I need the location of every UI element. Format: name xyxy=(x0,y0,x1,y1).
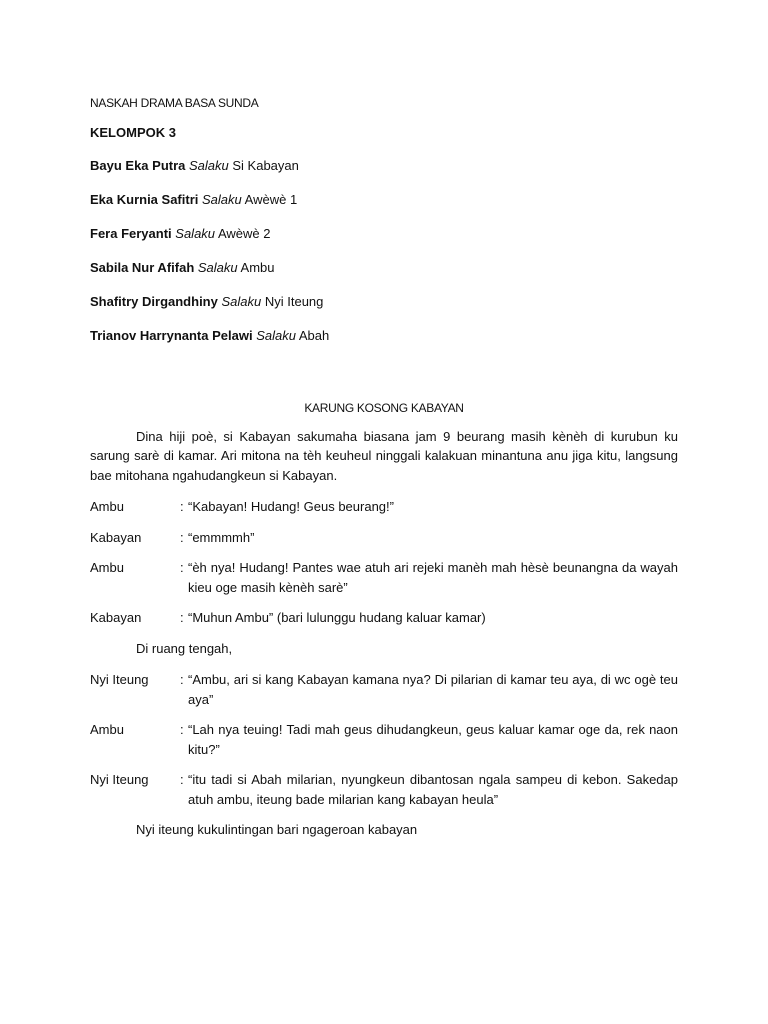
dialog-text: “emmmmh” xyxy=(188,529,255,545)
dialog-colon: : xyxy=(180,529,184,545)
dialog-colon: : xyxy=(180,610,184,625)
actor-name: Shafitry Dirgandhiny xyxy=(90,293,218,309)
speaker-name: Nyi Iteung xyxy=(90,672,149,687)
cast-line xyxy=(90,155,678,177)
role-name: Abah xyxy=(298,327,330,343)
dialog-text: “itu tadi si Abah milarian, nyungkeun dibantosan ngala sampeu di kebon. Sakedap atuh ambu, iteung bade milarian kang kabayan heula” xyxy=(188,772,678,807)
role-name: Awèwè 2 xyxy=(217,225,271,241)
role-name: Nyi Iteung xyxy=(264,293,324,309)
role-name: Si Kabayan xyxy=(232,157,299,173)
speaker-name: Kabayan xyxy=(90,529,142,545)
actor-name: Eka Kurnia Safitri xyxy=(90,191,199,207)
dialog-text: “Lah nya teuing! Tadi mah geus dihudangkeun, geus kaluar kamar oge da, rek naon kitu?” xyxy=(188,722,678,757)
group-title: KELOMPOK 3 xyxy=(90,125,176,140)
role-word: Salaku xyxy=(221,293,262,309)
dialog-colon: : xyxy=(180,560,184,575)
role-name: Awèwè 1 xyxy=(244,191,298,207)
role-word: Salaku xyxy=(189,157,229,173)
dialog-row xyxy=(90,558,678,597)
cast-list xyxy=(90,155,678,347)
speaker-name: Nyi Iteung xyxy=(90,772,149,787)
scene-note: Di ruang tengah, xyxy=(136,640,233,656)
cast-line xyxy=(90,223,678,245)
role-word: Salaku xyxy=(175,225,216,241)
dialog-row xyxy=(90,497,678,517)
dialog-colon: : xyxy=(180,772,184,787)
dialog-block xyxy=(90,670,678,809)
speaker-name: Ambu xyxy=(90,560,124,575)
dialog-text: “Kabayan! Hudang! Geus beurang!” xyxy=(188,499,394,514)
cast-line xyxy=(90,257,678,279)
dialog-block xyxy=(90,497,678,628)
role-word: Salaku xyxy=(202,191,242,207)
dialog-colon: : xyxy=(180,499,184,514)
intro-paragraph: Dina hiji poè, si Kabayan sakumaha biasana jam 9 beurang masih kènèh di kurubun ku sarung sarè di kamar. Ari mitona na tèh keuheul ninggali kalakuan minantuna anu jiga kitu, langsung bae mitohana ngahudangkeun si Kabayan. xyxy=(90,428,678,483)
document-page xyxy=(90,94,678,852)
actor-name: Trianov Harrynanta Pelawi xyxy=(90,327,253,343)
actor-name: Sabila Nur Afifah xyxy=(90,259,195,275)
speaker-name: Kabayan xyxy=(90,610,142,625)
dialog-row xyxy=(90,720,678,759)
speaker-name: Ambu xyxy=(90,722,124,737)
role-word: Salaku xyxy=(256,327,296,343)
role-name: Ambu xyxy=(240,259,275,275)
actor-name: Bayu Eka Putra xyxy=(90,157,186,173)
dialog-row xyxy=(90,770,678,809)
closing-note: Nyi iteung kukulintingan bari ngageroan kabayan xyxy=(136,822,418,837)
dialog-row xyxy=(90,670,678,709)
actor-name: Fera Feryanti xyxy=(90,225,172,241)
dialog-text: “Ambu, ari si kang Kabayan kamana nya? Di pilarian di kamar teu aya, di wc ogè teu aya” xyxy=(188,672,678,707)
speaker-name: Ambu xyxy=(90,499,124,514)
cast-line xyxy=(90,325,678,347)
dialog-row xyxy=(90,608,678,628)
dialog-text: “èh nya! Hudang! Pantes wae atuh ari rejeki manèh mah hèsè beunangna da wayah kieu oge masih kènèh sarè” xyxy=(188,560,678,595)
story-title: KARUNG KOSONG KABAYAN xyxy=(304,400,464,415)
dialog-text: “Muhun Ambu” (bari lulunggu hudang kaluar kamar) xyxy=(188,610,486,625)
cast-line xyxy=(90,189,678,211)
dialog-row xyxy=(90,528,678,548)
dialog-colon: : xyxy=(180,672,184,687)
dialog-colon: : xyxy=(180,722,184,737)
document-title: NASKAH DRAMA BASA SUNDA xyxy=(90,96,259,110)
cast-line xyxy=(90,291,678,313)
role-word: Salaku xyxy=(197,259,238,275)
